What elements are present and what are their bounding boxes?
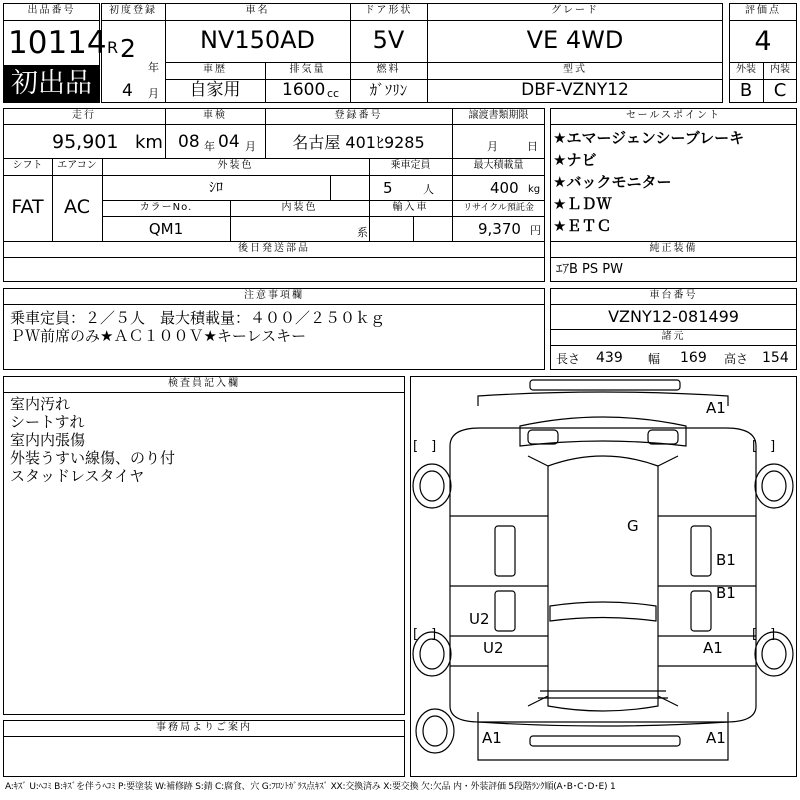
insp-month: 04 [218, 132, 240, 152]
shift: FAT [11, 196, 44, 218]
fuel: ｶﾞｿﾘﾝ [369, 81, 408, 99]
load: 400 [490, 179, 519, 197]
chassis-label: 車台番号 [649, 290, 698, 301]
import-label: 輸入車 [392, 202, 429, 213]
transfer-day: 日 [527, 140, 538, 153]
color-no-label: カラーNo. [139, 202, 193, 213]
sales-label: セールスポイント [625, 110, 722, 121]
int-color-unit: 系 [357, 226, 368, 239]
bracket-mark: [ ] [752, 439, 776, 454]
equipment-label: 純正装備 [649, 243, 698, 254]
score: 4 [754, 26, 772, 57]
damage-mark: U2 [483, 639, 504, 657]
notes-label: 注意事項欄 [244, 290, 304, 301]
int-color-label: 内装色 [281, 202, 318, 213]
sales-point: ★ナビ [553, 151, 597, 169]
reg-year: 2 [120, 34, 136, 63]
height: 154 [762, 350, 789, 366]
sales-point: ★バックモニター [553, 173, 672, 191]
load-unit: kg [528, 184, 541, 195]
interior-grade: C [773, 80, 787, 101]
ac-label: エアコン [57, 160, 97, 171]
plate: 名古屋 401ﾋ9285 [292, 133, 425, 152]
dims-label: 諸元 [661, 331, 686, 342]
model: DBF-VZNY12 [521, 80, 629, 100]
chassis-number: VZNY12-081499 [608, 307, 739, 326]
exterior-grade: B [739, 80, 753, 101]
inspector-note: 外装うすい線傷、のり付 [10, 449, 176, 467]
reg-label: 初度登録 [109, 5, 157, 16]
damage-mark: A1 [706, 729, 726, 747]
month-unit: 月 [148, 87, 159, 100]
car-diagram [410, 376, 797, 777]
mileage: 95,901 [52, 131, 119, 153]
reg-month: 4 [122, 81, 133, 101]
displacement-label: 排気量 [289, 64, 326, 75]
width: 169 [680, 350, 707, 366]
inspector-note: シートすれ [10, 413, 85, 431]
shift-label: シフト [12, 160, 43, 171]
year-unit: 年 [148, 61, 159, 74]
equipment: ｴｱB PS PW [556, 262, 623, 277]
history: 自家用 [189, 80, 241, 100]
recycle: 9,370 [478, 220, 521, 238]
damage-mark: B1 [716, 584, 736, 602]
later-parts-label: 後日発送部品 [238, 243, 310, 254]
width-label: 幅 [648, 352, 661, 366]
car-name: NV150AD [199, 26, 316, 54]
sales-point: ★ＥＴＣ [553, 217, 612, 235]
era: R [107, 38, 119, 57]
transfer-month: 月 [487, 140, 498, 153]
displacement: 1600 [282, 80, 326, 100]
door-type: 5V [372, 26, 405, 54]
yen-unit: 円 [530, 224, 541, 237]
damage-mark: U2 [469, 610, 490, 628]
car-name-label: 車名 [245, 5, 270, 16]
length: 439 [596, 350, 623, 366]
damage-mark: A1 [706, 399, 726, 417]
history-label: 車歴 [203, 64, 227, 75]
grade: VE 4WD [526, 26, 624, 54]
damage-mark: A1 [482, 729, 502, 747]
notes-line-1: 乗車定員：２／５人 最大積載量：４００／２５０ｋｇ [10, 309, 386, 327]
legend: A:ｷｽﾞ U:ﾍｺﾐ B:ｷｽﾞを伴うﾍｺﾐ P:要塗装 W:補修跡 S:錆 C:腐食、穴 G:ﾌﾛﾝﾄｶﾞﾗｽ点ｷｽﾞ XX:交換済み X:要交換 欠:欠品 内・外装評価 5段階ﾗﾝｸ順(A･B･C･D･E) 1 [5, 782, 616, 792]
recycle-label: リサイクル預託金 [463, 203, 534, 213]
height-label: 高さ [724, 352, 749, 366]
transfer-label: 譲渡書類期限 [468, 110, 529, 121]
color-no: QM1 [148, 220, 184, 238]
insp-year-unit: 年 [204, 140, 215, 153]
capacity-unit: 人 [423, 183, 434, 196]
damage-mark: A1 [703, 639, 723, 657]
sales-point: ★エマージェンシーブレーキ [553, 129, 745, 147]
capacity-label: 乗車定員 [390, 160, 431, 171]
ac: AC [64, 196, 90, 218]
first-listing-badge: 初出品 [4, 65, 99, 102]
notes-line-2: ＰＷ前席のみ★ＡＣ１００Ｖ★キーレスキー [10, 327, 307, 345]
mileage-label: 走行 [72, 110, 96, 121]
bracket-mark: [ ] [413, 627, 437, 642]
damage-mark: B1 [716, 551, 736, 569]
office-label: 事務局よりご案内 [156, 722, 252, 733]
plate-label: 登録番号 [334, 110, 383, 121]
lot-number: 10114 [8, 25, 107, 61]
bracket-mark: [ ] [752, 627, 776, 642]
bracket-mark: [ ] [413, 439, 437, 454]
insp-month-unit: 月 [245, 140, 256, 153]
color-label: 外装色 [217, 160, 254, 171]
cc-unit: cc [327, 87, 340, 100]
model-label: 型式 [563, 64, 587, 75]
score-label: 評価点 [745, 5, 781, 16]
grade-label: グレード [551, 5, 599, 16]
damage-mark: G [627, 517, 639, 535]
inspection-label: 車検 [203, 110, 227, 121]
interior-label: 内装 [770, 64, 790, 75]
inspector-note: スタッドレスタイヤ [10, 467, 145, 485]
insp-year: 08 [178, 132, 200, 152]
inspector-note: 室内内張傷 [10, 431, 86, 449]
capacity: 5 [383, 179, 393, 197]
load-label: 最大積載量 [473, 160, 524, 171]
color: ｼﾛ [209, 180, 223, 196]
door-label: ドア形状 [364, 5, 413, 16]
fuel-label: 燃料 [376, 64, 401, 75]
exterior-label: 外装 [736, 64, 756, 75]
inspector-label: 検査員記入欄 [168, 378, 240, 389]
lot-label: 出品番号 [27, 5, 76, 16]
km-unit: km [135, 132, 163, 153]
inspector-note: 室内汚れ [10, 395, 71, 413]
sales-point: ★ＬＤＷ [553, 195, 612, 213]
length-label: 長さ [556, 352, 581, 366]
